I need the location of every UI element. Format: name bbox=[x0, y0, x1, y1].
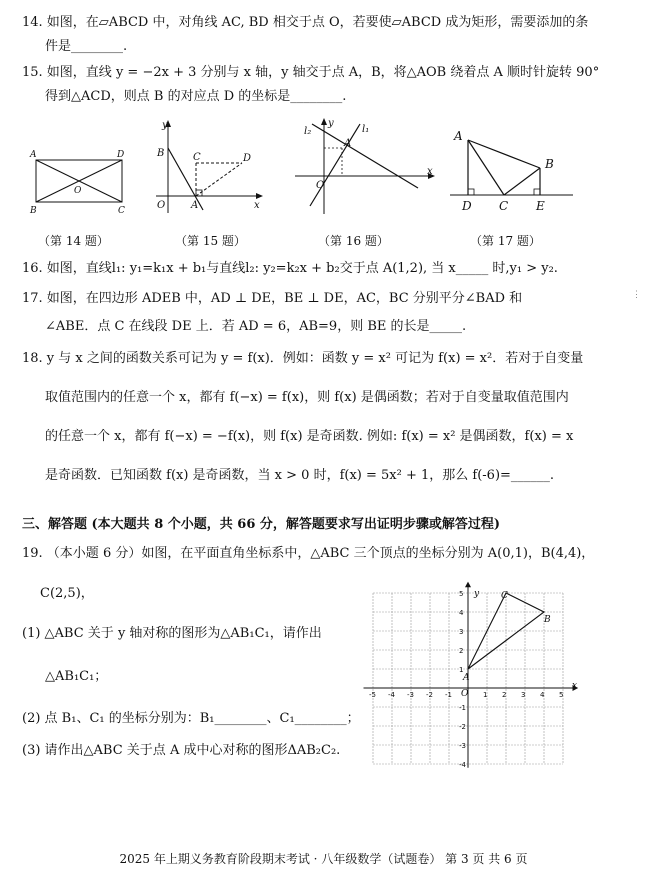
margin-mark: ⋮ bbox=[632, 290, 641, 300]
x-tick-label: 3 bbox=[521, 691, 526, 699]
q14-line1: 14. 如图，在▱ABCD 中，对角线 AC, BD 相交于点 O，若要使▱ABCD 成为矩形，需要添加的条 bbox=[22, 15, 589, 30]
grid-label-o: O bbox=[461, 689, 469, 699]
q18-line2: 取值范围内的任意一个 x，都有 f(−x) = f(x)，则 f(x) 是偶函数；若对于自变量取值范围内 bbox=[45, 390, 569, 405]
q19-part2: (2) 点 B₁、C₁ 的坐标分别为：B₁________、C₁________； bbox=[22, 711, 360, 726]
f15-label-a: A bbox=[191, 200, 199, 211]
q19-part3: (3) 请作出△ABC 关于点 A 成中心对称的图形ΔAB₂C₂. bbox=[22, 743, 341, 758]
y-tick-label: -4 bbox=[459, 761, 466, 769]
y-tick-label: -3 bbox=[459, 742, 466, 750]
q15-line2: 得到△ACD，则点 B 的对应点 D 的坐标是________. bbox=[45, 89, 347, 104]
f14-label-b: B bbox=[30, 206, 37, 216]
q16-line1: 16. 如图，直线l₁: y₁=k₁x + b₁与直线l₂: y₂=k₂x + b₂交于点 A(1,2), 当 x_____ 时,y₁ > y₂. bbox=[22, 261, 558, 276]
f16-label-a: A bbox=[344, 138, 352, 149]
figure-15 bbox=[148, 118, 268, 218]
y-tick-label: 3 bbox=[459, 628, 464, 636]
y-axis-arrow bbox=[465, 582, 471, 588]
f17-label-b: B bbox=[545, 157, 554, 171]
y-tick-label: -2 bbox=[459, 723, 466, 731]
f16-label-o: O bbox=[316, 180, 325, 191]
x-tick-label: 2 bbox=[502, 691, 507, 699]
grid-label-x: x bbox=[572, 681, 578, 691]
f15-label-o: O bbox=[157, 200, 166, 211]
q19-line2: C(2,5)， bbox=[40, 586, 94, 601]
f17-label-e: E bbox=[536, 199, 545, 213]
f14-label-c: C bbox=[118, 206, 125, 216]
f14-label-a: A bbox=[30, 150, 37, 160]
f16-label-l2: l₂ bbox=[304, 126, 312, 137]
y-tick-label: -1 bbox=[459, 704, 466, 712]
q17-line1: 17. 如图，在四边形 ADEB 中，AD ⊥ DE，BE ⊥ DE，AC，BC 分别平分∠BAD 和 bbox=[22, 291, 523, 306]
y-tick-label: 1 bbox=[459, 666, 464, 674]
grid-label-c: C bbox=[501, 591, 508, 601]
figure-16 bbox=[290, 116, 440, 216]
x-tick-label: -3 bbox=[407, 691, 414, 699]
q18-line3: 的任意一个 x，都有 f(−x) = −f(x)，则 f(x) 是奇函数. 例如: f(x) = x² 是偶函数，f(x) = x bbox=[45, 429, 574, 444]
f16-label-y: y bbox=[328, 118, 334, 129]
caption-17: （第 17 题） bbox=[470, 234, 541, 248]
caption-15: （第 15 题） bbox=[175, 234, 246, 248]
x-tick-label: -5 bbox=[369, 691, 376, 699]
q19-line1: 19. （本小题 6 分）如图，在平面直角坐标系中，△ABC 三个顶点的坐标分别为 A(0,1)，B(4,4)， bbox=[22, 546, 595, 561]
f15-label-x: x bbox=[254, 200, 260, 211]
f16-label-l1: l₁ bbox=[362, 124, 370, 135]
q18-line1: 18. y 与 x 之间的函数关系可记为 y = f(x)．例如：函数 y = x² 可记为 f(x) = x²．若对于自变量 bbox=[22, 351, 584, 366]
f17-label-c: C bbox=[499, 199, 509, 213]
x-tick-label: -4 bbox=[388, 691, 395, 699]
y-tick-label: 4 bbox=[459, 609, 464, 617]
page-footer: 2025 年上期义务教育阶段期末考试 · 八年级数学（试题卷） 第 3 页 共 6 页 bbox=[119, 852, 528, 866]
f14-label-d: D bbox=[117, 150, 125, 160]
coordinate-grid bbox=[369, 588, 582, 773]
y-tick-label: 2 bbox=[459, 647, 464, 655]
x-tick-label: -2 bbox=[426, 691, 433, 699]
figure-14 bbox=[28, 145, 133, 220]
q19-part1a: (1) △ABC 关于 y 轴对称的图形为△AB₁C₁，请作出 bbox=[22, 626, 322, 641]
section-3-title: 三、解答题 (本大题共 8 个小题，共 66 分，解答题要求写出证明步骤或解答过程) bbox=[22, 517, 501, 532]
f15-label-c: C bbox=[193, 152, 201, 163]
x-tick-label: 5 bbox=[559, 691, 564, 699]
caption-16: （第 16 题） bbox=[318, 234, 389, 248]
q14-line2: 件是________. bbox=[45, 39, 128, 54]
caption-14: （第 14 题） bbox=[38, 234, 109, 248]
f17-label-a: A bbox=[454, 129, 463, 143]
x-tick-label: -1 bbox=[445, 691, 452, 699]
y-tick-label: 5 bbox=[459, 590, 464, 598]
x-tick-label: 4 bbox=[540, 691, 545, 699]
q17-line2: ∠ABE．点 C 在线段 DE 上．若 AD = 6，AB=9，则 BE 的长是_____. bbox=[45, 319, 467, 334]
grid-label-y: y bbox=[474, 589, 480, 599]
figure-17 bbox=[448, 128, 578, 218]
f15-label-y: y bbox=[162, 120, 168, 131]
q15-line1: 15. 如图，直线 y = −2x + 3 分别与 x 轴，y 轴交于点 A，B，将△AOB 绕着点 A 顺时针旋转 90° bbox=[22, 65, 600, 80]
grid-label-a: A bbox=[463, 673, 470, 683]
f16-label-x: x bbox=[427, 166, 433, 177]
x-tick-label: 1 bbox=[483, 691, 488, 699]
q18-line4: 是奇函数．已知函数 f(x) 是奇函数，当 x > 0 时，f(x) = 5x² + 1，那么 f(-6)=______. bbox=[45, 468, 555, 483]
q19-part1b: △AB₁C₁； bbox=[45, 669, 108, 684]
f14-label-o: O bbox=[74, 186, 82, 196]
f15-label-b: B bbox=[157, 148, 165, 159]
grid-label-b: B bbox=[544, 615, 551, 625]
grid-axes bbox=[364, 582, 579, 768]
f17-label-d: D bbox=[462, 199, 472, 213]
f15-label-d: D bbox=[243, 153, 252, 164]
